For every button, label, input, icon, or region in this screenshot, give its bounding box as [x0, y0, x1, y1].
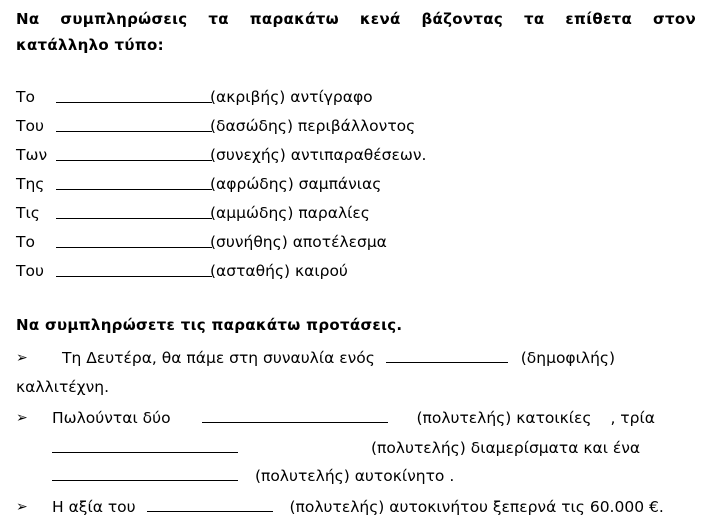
sentence-1-line-2: καλλιτέχνη. [16, 378, 110, 396]
adjective-hint: (ακριβής) αντίγραφο [210, 88, 373, 106]
sentence-2-line-1 [52, 408, 702, 427]
answer-blank[interactable] [56, 189, 212, 190]
answer-blank[interactable] [386, 348, 508, 363]
answer-blank[interactable] [52, 438, 238, 453]
sentence-text: Τη Δευτέρα, θα πάμε στη συναυλία ενός [62, 349, 375, 367]
answer-blank[interactable] [56, 160, 212, 161]
adjective-hint: (συνήθης) αποτέλεσμα [210, 233, 387, 251]
answer-blank[interactable] [202, 408, 388, 423]
sentence-text: Η αξία του [52, 498, 136, 516]
answer-blank[interactable] [56, 218, 212, 219]
sentence-text: Πωλούνται δύο [52, 409, 171, 427]
sentence-3 [52, 497, 664, 516]
answer-blank[interactable] [52, 466, 238, 481]
instruction-heading-1-continued: κατάλληλο τύπο: [16, 36, 164, 54]
adjective-hint: (αμμώδης) παραλίες [210, 204, 370, 222]
article-word: Του [16, 262, 44, 280]
article-word: Τις [16, 204, 40, 222]
sentence-2-line-2 [52, 438, 640, 457]
arrow-bullet-icon: ➢ [16, 499, 28, 515]
article-word: Το [16, 88, 35, 106]
adjective-hint: (πολυτελής) κατοικίες [416, 409, 592, 427]
arrow-bullet-icon: ➢ [16, 350, 28, 366]
sentence-1-line-1 [62, 348, 615, 367]
adjective-hint: (πολυτελής) αυτοκίνητο . [254, 467, 455, 485]
answer-blank[interactable] [56, 131, 212, 132]
answer-blank[interactable] [56, 276, 212, 277]
answer-blank[interactable] [147, 497, 273, 512]
answer-blank[interactable] [56, 247, 212, 248]
instruction-heading-2: Να συμπληρώσετε τις παρακάτω προτάσεις. [16, 316, 403, 334]
adjective-hint: (πολυτελής) διαμερίσματα και ένα [370, 439, 641, 457]
sentence-2-line-3 [52, 466, 454, 485]
answer-blank[interactable] [56, 102, 212, 103]
adjective-hint: (συνεχής) αντιπαραθέσεων. [210, 146, 427, 164]
arrow-bullet-icon: ➢ [16, 410, 28, 426]
adjective-hint: (δασώδης) περιβάλλοντος [210, 117, 416, 135]
article-word: Της [16, 175, 45, 193]
instruction-heading-1: Να συμπληρώσεις τα παρακάτω κενά βάζοντας τα επίθετα στον [16, 10, 696, 28]
adjective-hint: (δημοφιλής) [520, 349, 616, 367]
adjective-hint: (αφρώδης) σαμπάνιας [210, 175, 382, 193]
article-word: Των [16, 146, 48, 164]
sentence-text: , τρία [610, 409, 655, 427]
adjective-hint: (πολυτελής) αυτοκινήτου ξεπερνά τις 60.000 €. [289, 498, 664, 516]
article-word: Το [16, 233, 35, 251]
adjective-hint: (ασταθής) καιρού [210, 262, 348, 280]
article-word: Του [16, 117, 44, 135]
